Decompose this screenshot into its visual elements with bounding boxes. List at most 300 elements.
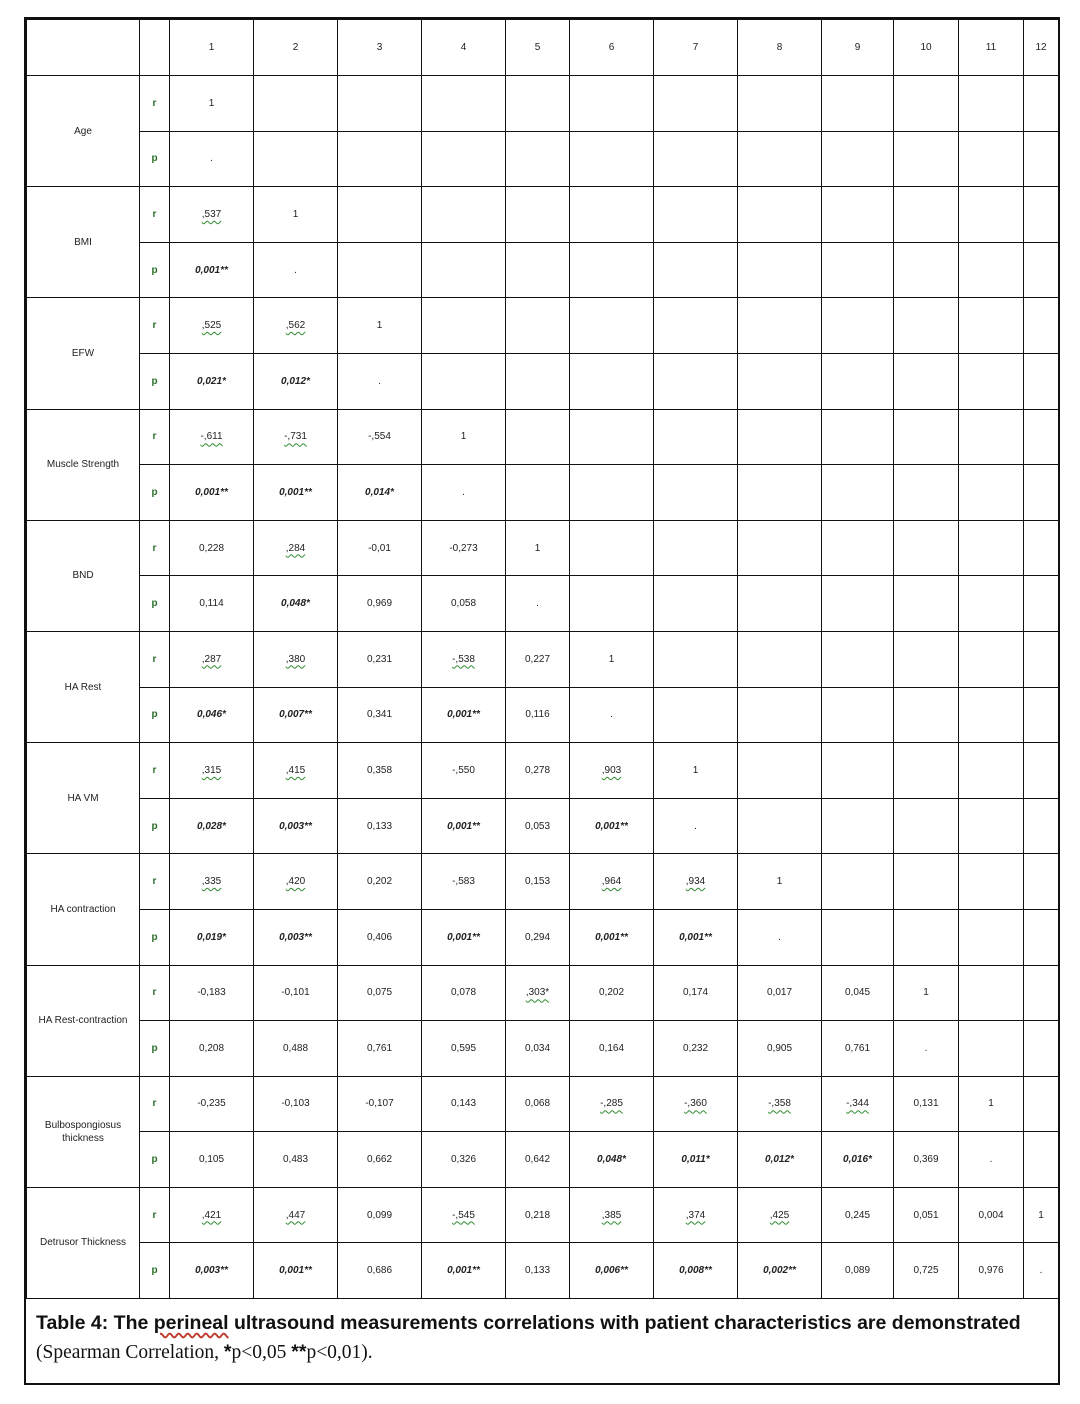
cell-value: -,731 — [284, 431, 307, 443]
table-cell — [959, 131, 1024, 187]
table-cell — [422, 909, 506, 965]
stat-label-r: r — [140, 187, 170, 243]
table-cell — [894, 353, 959, 409]
table-cell — [422, 965, 506, 1021]
table-cell — [506, 687, 570, 743]
table-cell — [894, 131, 959, 187]
table-cell — [1024, 1021, 1059, 1077]
table-cell — [959, 242, 1024, 298]
table-cell — [894, 1187, 959, 1243]
cell-value: 0,369 — [913, 1154, 939, 1166]
table-cell — [170, 1132, 254, 1188]
table-cell — [738, 1243, 822, 1299]
cell-value: 0,232 — [682, 1042, 709, 1054]
table-row — [27, 909, 1059, 965]
cell-value: -,344 — [846, 1098, 869, 1110]
table-cell — [506, 131, 570, 187]
table-cell — [1024, 1132, 1059, 1188]
table-cell — [654, 353, 738, 409]
cell-value: ,380 — [285, 653, 306, 665]
cell-value: 0,016* — [843, 1154, 872, 1166]
cell-value: -,358 — [768, 1098, 791, 1110]
table-cell — [1024, 1243, 1059, 1299]
table-cell — [570, 242, 654, 298]
column-header: 6 — [570, 20, 654, 76]
caption-star-2: ** — [291, 1341, 307, 1363]
table-cell — [338, 631, 422, 687]
table-cell — [894, 965, 959, 1021]
row-label: Muscle Strength — [27, 409, 140, 520]
caption-star-1: * — [223, 1341, 232, 1363]
table-cell — [654, 798, 738, 854]
table-cell — [254, 1187, 338, 1243]
table-row — [27, 631, 1059, 687]
row-label: EFW — [27, 298, 140, 409]
cell-value: -0,103 — [281, 1098, 310, 1110]
table-cell — [422, 76, 506, 132]
table-cell — [1024, 854, 1059, 910]
cell-value: ,425 — [769, 1209, 790, 1221]
cell-value: 0,662 — [366, 1154, 393, 1166]
table-cell — [738, 576, 822, 632]
stat-label-p: p — [140, 131, 170, 187]
cell-value: 0,725 — [913, 1265, 939, 1277]
cell-value: 0,002** — [763, 1265, 796, 1277]
table-row — [27, 1021, 1059, 1077]
correlation-table — [26, 19, 1059, 1299]
cell-value: 0,001** — [679, 931, 712, 943]
table-cell — [894, 1021, 959, 1077]
table-cell — [654, 465, 738, 521]
stat-label-r: r — [140, 965, 170, 1021]
cell-value: 0,001** — [595, 931, 628, 943]
table-cell — [254, 76, 338, 132]
column-header: 3 — [338, 20, 422, 76]
table-cell — [254, 687, 338, 743]
cell-value: 1 — [376, 320, 383, 332]
table-cell — [422, 631, 506, 687]
table-cell — [506, 965, 570, 1021]
cell-value: 0,231 — [366, 653, 393, 665]
table-cell — [738, 409, 822, 465]
table-cell — [570, 576, 654, 632]
table-cell — [170, 76, 254, 132]
table-cell — [654, 965, 738, 1021]
table-cell — [1024, 131, 1059, 187]
table-cell — [254, 242, 338, 298]
cell-value: 0,218 — [524, 1209, 551, 1221]
caption-text-2: ultrasound measurements correlations with patient characteristics are demonstrated — [228, 1312, 1021, 1334]
table-row — [27, 131, 1059, 187]
table-cell — [170, 1243, 254, 1299]
table-cell — [170, 520, 254, 576]
table-cell — [822, 187, 894, 243]
table-cell — [894, 687, 959, 743]
table-cell — [422, 1076, 506, 1132]
table-cell — [422, 520, 506, 576]
stat-label-p: p — [140, 1132, 170, 1188]
table-cell — [959, 1187, 1024, 1243]
cell-value: -,611 — [200, 431, 223, 443]
table-cell — [170, 465, 254, 521]
stat-label-p: p — [140, 353, 170, 409]
cell-value: 0,017 — [766, 987, 793, 999]
table-cell — [254, 131, 338, 187]
table-cell — [894, 1076, 959, 1132]
table-cell — [654, 187, 738, 243]
table-row — [27, 743, 1059, 799]
table-cell — [338, 465, 422, 521]
table-cell — [959, 798, 1024, 854]
table-cell — [506, 76, 570, 132]
cell-value: 0,105 — [198, 1154, 225, 1166]
table-cell — [338, 1021, 422, 1077]
cell-value: ,964 — [601, 876, 622, 888]
table-cell — [338, 1243, 422, 1299]
stat-label-r: r — [140, 409, 170, 465]
row-label: BND — [27, 520, 140, 631]
cell-value: . — [610, 709, 613, 721]
table-cell — [1024, 520, 1059, 576]
table-cell — [254, 576, 338, 632]
cell-value: 0,131 — [913, 1098, 939, 1110]
table-cell — [654, 1132, 738, 1188]
stat-label-p: p — [140, 1243, 170, 1299]
table-cell — [1024, 242, 1059, 298]
table-cell — [506, 798, 570, 854]
table-cell — [959, 743, 1024, 799]
table-cell — [422, 187, 506, 243]
cell-value: 0,058 — [450, 598, 477, 610]
table-cell — [654, 242, 738, 298]
table-cell — [738, 687, 822, 743]
table-cell — [422, 1243, 506, 1299]
table-cell — [170, 743, 254, 799]
table-row — [27, 187, 1059, 243]
table-cell — [170, 909, 254, 965]
table-cell — [959, 631, 1024, 687]
table-cell — [822, 1187, 894, 1243]
table-cell — [506, 465, 570, 521]
cell-value: 0,001** — [595, 820, 628, 832]
cell-value: 0,341 — [366, 709, 393, 721]
cell-value: 0,001** — [195, 264, 228, 276]
table-cell — [170, 1021, 254, 1077]
table-cell — [738, 1187, 822, 1243]
table-cell — [822, 576, 894, 632]
cell-value: . — [694, 820, 697, 832]
cell-value: 0,003** — [279, 820, 312, 832]
table-cell — [894, 743, 959, 799]
cell-value: 0,905 — [766, 1042, 793, 1054]
table-cell — [1024, 76, 1059, 132]
table-cell — [254, 631, 338, 687]
cell-value: 1 — [923, 987, 929, 999]
table-row — [27, 298, 1059, 354]
cell-value: 0,011* — [681, 1154, 710, 1166]
table-cell — [506, 1243, 570, 1299]
cell-value: 0,595 — [450, 1042, 477, 1054]
cell-value: . — [1039, 1265, 1043, 1277]
cell-value: ,374 — [685, 1209, 706, 1221]
table-cell — [422, 131, 506, 187]
table-cell — [822, 465, 894, 521]
table-cell — [959, 909, 1024, 965]
cell-value: 0,007** — [279, 709, 312, 721]
cell-value: ,335 — [201, 876, 222, 888]
cell-value: 0,164 — [598, 1042, 625, 1054]
stat-label-r: r — [140, 743, 170, 799]
table-cell — [822, 687, 894, 743]
stat-label-p: p — [140, 465, 170, 521]
cell-value: 0,208 — [198, 1042, 225, 1054]
table-cell — [570, 743, 654, 799]
cell-value: ,385 — [601, 1209, 622, 1221]
table-cell — [738, 465, 822, 521]
table-cell — [570, 1076, 654, 1132]
table-cell — [822, 353, 894, 409]
table-cell — [254, 743, 338, 799]
column-header: 12 — [1024, 20, 1059, 76]
table-cell — [570, 187, 654, 243]
row-label: HA contraction — [27, 854, 140, 965]
table-cell — [422, 743, 506, 799]
cell-value: 0,228 — [198, 542, 225, 554]
table-row — [27, 965, 1059, 1021]
table-cell — [338, 965, 422, 1021]
caption-text-7: p<0,01). — [306, 1342, 373, 1363]
cell-value: 0,202 — [598, 987, 625, 999]
cell-value: ,447 — [285, 1209, 306, 1221]
table-cell — [1024, 965, 1059, 1021]
table-cell — [1024, 687, 1059, 743]
table-cell — [570, 965, 654, 1021]
table-cell — [170, 187, 254, 243]
table-cell — [338, 576, 422, 632]
table-cell — [959, 576, 1024, 632]
table-cell — [570, 1132, 654, 1188]
row-label: HA VM — [27, 743, 140, 854]
stat-label-p: p — [140, 242, 170, 298]
table-cell — [506, 187, 570, 243]
cell-value: -,360 — [684, 1098, 707, 1110]
table-cell — [422, 854, 506, 910]
table-cell — [338, 798, 422, 854]
cell-value: 0,483 — [282, 1154, 309, 1166]
table-cell — [254, 298, 338, 354]
cell-value: ,934 — [685, 876, 706, 888]
table-cell — [338, 298, 422, 354]
cell-value: -,285 — [600, 1098, 623, 1110]
table-cell — [338, 353, 422, 409]
table-row — [27, 854, 1059, 910]
table-cell — [894, 520, 959, 576]
cell-value: 0,001** — [447, 709, 480, 721]
cell-value: 1 — [692, 764, 699, 776]
cell-value: ,903 — [601, 764, 622, 776]
table-cell — [1024, 798, 1059, 854]
cell-value: -,583 — [452, 876, 475, 888]
table-cell — [894, 631, 959, 687]
table-cell — [338, 131, 422, 187]
table-cell — [1024, 631, 1059, 687]
table-cell — [422, 242, 506, 298]
table-cell — [254, 798, 338, 854]
table-cell — [959, 520, 1024, 576]
cell-value: 0,114 — [199, 598, 224, 610]
cell-value: 0,133 — [524, 1265, 551, 1277]
stat-label-r: r — [140, 1076, 170, 1132]
table-cell — [422, 409, 506, 465]
table-cell — [822, 1076, 894, 1132]
table-cell — [654, 854, 738, 910]
stat-label-r: r — [140, 854, 170, 910]
column-header: 5 — [506, 20, 570, 76]
cell-value: 1 — [460, 431, 467, 443]
table-cell — [254, 1132, 338, 1188]
table-cell — [170, 409, 254, 465]
cell-value: 0,078 — [450, 987, 477, 999]
table-cell — [170, 1076, 254, 1132]
row-label: HA Rest — [27, 631, 140, 742]
table-cell — [338, 1187, 422, 1243]
header-row — [27, 20, 1059, 76]
table-cell — [1024, 298, 1059, 354]
cell-value: -,545 — [452, 1209, 475, 1221]
column-header: 1 — [170, 20, 254, 76]
table-cell — [822, 1021, 894, 1077]
table-cell — [506, 909, 570, 965]
table-cell — [654, 409, 738, 465]
table-cell — [894, 798, 959, 854]
table-cell — [738, 1021, 822, 1077]
table-cell — [738, 76, 822, 132]
table-cell — [959, 409, 1024, 465]
table-cell — [654, 631, 738, 687]
column-header: 4 — [422, 20, 506, 76]
cell-value: 0,969 — [366, 598, 393, 610]
table-cell — [822, 242, 894, 298]
table-cell — [654, 1243, 738, 1299]
table-cell — [822, 798, 894, 854]
cell-value: . — [778, 931, 781, 943]
cell-value: 0,761 — [844, 1042, 871, 1054]
table-cell — [570, 909, 654, 965]
table-cell — [422, 1187, 506, 1243]
table-cell — [338, 409, 422, 465]
table-cell — [654, 298, 738, 354]
table-cell — [822, 631, 894, 687]
table-cell — [959, 965, 1024, 1021]
cell-value: ,421 — [201, 1209, 222, 1221]
cell-value: 1 — [534, 542, 541, 554]
column-header: 10 — [894, 20, 959, 76]
cell-value: 0,202 — [366, 876, 393, 888]
table-cell — [959, 687, 1024, 743]
table-cell — [422, 298, 506, 354]
table-cell — [822, 131, 894, 187]
table-cell — [959, 187, 1024, 243]
caption-label: Table 4: — [36, 1312, 109, 1334]
table-cell — [254, 465, 338, 521]
table-cell — [959, 1243, 1024, 1299]
column-header: 2 — [254, 20, 338, 76]
table-cell — [1024, 743, 1059, 799]
table-cell — [738, 965, 822, 1021]
header-corner — [27, 20, 140, 76]
table-cell — [506, 743, 570, 799]
cell-value: 0,012* — [765, 1154, 794, 1166]
cell-value: 0,048* — [281, 598, 310, 610]
table-cell — [338, 242, 422, 298]
cell-value: 0,068 — [524, 1098, 551, 1110]
table-cell — [254, 1021, 338, 1077]
table-cell — [506, 631, 570, 687]
table-cell — [959, 1132, 1024, 1188]
table-cell — [170, 631, 254, 687]
table-cell — [338, 854, 422, 910]
table-cell — [1024, 409, 1059, 465]
table-cell — [1024, 353, 1059, 409]
cell-value: 0,227 — [524, 653, 551, 665]
cell-value: 0,143 — [450, 1098, 477, 1110]
table-cell — [422, 353, 506, 409]
table-cell — [506, 353, 570, 409]
table-cell — [738, 520, 822, 576]
cell-value: 0,001** — [447, 1265, 480, 1277]
table-cell — [422, 465, 506, 521]
row-label: Bulbospongiosus thickness — [27, 1076, 140, 1187]
table-caption — [36, 1309, 1046, 1367]
table-cell — [959, 353, 1024, 409]
cell-value: 0,028* — [197, 820, 226, 832]
cell-value: ,303* — [525, 987, 550, 999]
cell-value: 0,001** — [279, 1265, 312, 1277]
cell-value: 0,761 — [366, 1042, 393, 1054]
table-cell — [1024, 909, 1059, 965]
table-cell — [894, 242, 959, 298]
cell-value: . — [989, 1154, 993, 1166]
table-cell — [170, 1187, 254, 1243]
table-cell — [254, 409, 338, 465]
table-cell — [738, 131, 822, 187]
stat-label-p: p — [140, 798, 170, 854]
table-cell — [894, 909, 959, 965]
cell-value: 0,014* — [365, 486, 394, 498]
table-cell — [506, 1132, 570, 1188]
cell-value: 0,686 — [366, 1265, 393, 1277]
table-cell — [654, 1187, 738, 1243]
table-cell — [570, 854, 654, 910]
table-cell — [959, 465, 1024, 521]
column-header: 8 — [738, 20, 822, 76]
table-cell — [338, 76, 422, 132]
table-row — [27, 1243, 1059, 1299]
cell-value: 1 — [776, 876, 783, 888]
table-cell — [506, 854, 570, 910]
stat-label-p: p — [140, 909, 170, 965]
cell-value: 0,001** — [447, 931, 480, 943]
table-cell — [338, 687, 422, 743]
table-cell — [506, 1187, 570, 1243]
table-cell — [894, 465, 959, 521]
table-cell — [338, 1132, 422, 1188]
table-cell — [422, 798, 506, 854]
caption-text-5: p<0,05 — [231, 1342, 292, 1363]
cell-value: -0,183 — [197, 987, 226, 999]
table-cell — [738, 854, 822, 910]
cell-value: 1 — [292, 208, 299, 220]
